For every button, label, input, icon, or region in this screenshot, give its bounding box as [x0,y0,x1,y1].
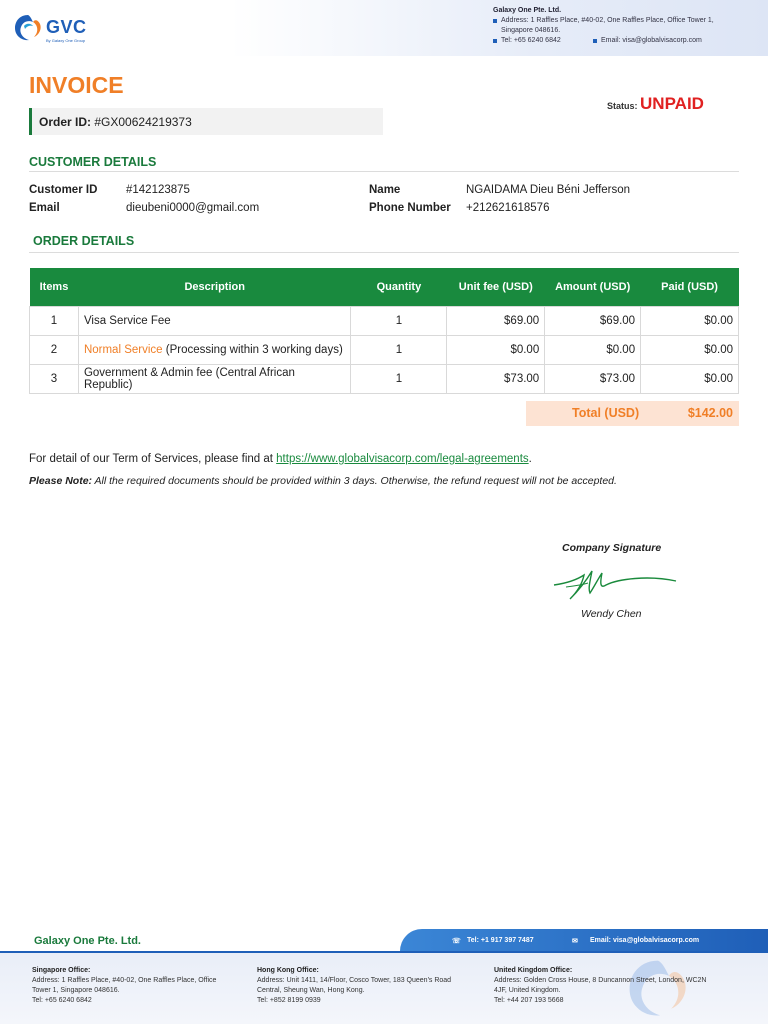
column-header: Description [78,268,351,306]
item-quantity: 1 [351,364,447,393]
header-address [493,16,758,36]
office-title: Singapore Office: [32,967,91,974]
footer-company-name: Galaxy One Pte. Ltd. [34,935,141,947]
item-quantity: 1 [351,335,447,364]
item-paid: $0.00 [641,364,739,393]
divider [29,171,739,172]
total-row [526,401,739,426]
header-address-line-1: Address: 1 Raffles Place, #40-02, One Raffles Place, Office Tower 1, [501,17,714,24]
item-description: Government & Admin fee (Central African Republic) [78,364,351,393]
logo-swirl-icon [12,12,44,44]
footer-tel: Tel: +1 917 397 7487 [467,937,534,944]
column-header: Quantity [351,268,447,306]
name-label: Name [369,184,401,196]
signatory-name: Wendy Chen [581,608,642,620]
order-id-value: #GX00624219373 [94,115,192,129]
table-row [30,335,739,364]
header-email-text[interactable]: Email: visa@globalvisacorp.com [601,37,702,44]
status-badge: UNPAID [640,94,704,113]
header-tel [493,36,593,46]
office-title: Hong Kong Office: [257,967,319,974]
note-text: All the required documents should be provided within 3 days. Otherwise, the refund request will not be accepted. [92,475,617,487]
office-address: Address: Unit 1411, 14/Floor, Cosco Tower, 183 Queen's Road [257,977,452,984]
terms-intro: For detail of our Term of Services, please find at [29,453,277,465]
table-row [30,306,739,335]
item-number: 2 [30,335,79,364]
note-label: Please Note: [29,475,93,487]
column-header: Amount (USD) [545,268,641,306]
office-tel: Tel: +852 8199 0939 [257,997,321,1004]
customer-id-label: Customer ID [29,184,98,196]
terms-end: . [528,453,532,465]
table-row [30,364,739,393]
footer-phone-icon: ☏ [452,938,461,945]
header-contact-info [493,6,758,46]
please-note [29,475,617,487]
service-type-detail: (Processing within 3 working days) [162,343,343,356]
office-address: 4JF, United Kingdom. [494,987,561,994]
item-unit-fee: $69.00 [447,306,545,335]
bullet-icon [493,19,497,23]
email-label: Email [29,202,60,214]
order-id-label: Order ID: [39,115,92,129]
service-type-label: Normal Service [83,343,163,356]
item-quantity: 1 [351,306,447,335]
office-singapore [32,966,242,1006]
phone-value: +212621618576 [466,202,550,214]
office-address: Central, Sheung Wan, Hong Kong. [257,987,365,994]
invoice-title: INVOICE [29,72,124,98]
office-tel: Tel: +65 6240 6842 [32,997,92,1004]
logo-text: GVC [46,17,87,37]
header-tel-email [493,36,758,46]
office-address: Address: Golden Cross House, 8 Duncannon Street, London, WC2N [494,977,707,984]
customer-id-value: #142123875 [126,184,190,196]
item-description: Visa Service Fee [78,306,351,335]
item-unit-fee: $0.00 [447,335,545,364]
item-unit-fee: $73.00 [447,364,545,393]
total-value: $142.00 [687,406,733,420]
header-address-line-2: Singapore 048616. [501,27,561,34]
bullet-icon [493,39,497,43]
office-united-kingdom [494,966,734,1006]
office-hong-kong [257,966,477,1006]
header-tel-text: Tel: +65 6240 6842 [501,37,561,44]
footer-email[interactable]: Email: visa@globalvisacorp.com [590,937,700,944]
total-label: Total (USD) [572,406,640,420]
divider [29,252,739,253]
footer-mail-icon: ✉ [572,938,578,945]
column-header: Paid (USD) [641,268,739,306]
signature-image [548,563,680,608]
status [607,94,704,114]
item-amount: $69.00 [545,306,641,335]
bullet-icon [593,39,597,43]
item-number: 3 [30,364,79,393]
item-paid: $0.00 [641,306,739,335]
office-tel: Tel: +44 207 193 5668 [494,997,564,1004]
order-details-heading: ORDER DETAILS [33,234,135,248]
email-value: dieubeni0000@gmail.com [126,202,260,214]
office-title: United Kingdom Office: [494,967,573,974]
name-value: NGAIDAMA Dieu Béni Jefferson [466,184,631,196]
customer-details-heading: CUSTOMER DETAILS [29,155,157,169]
item-amount: $73.00 [545,364,641,393]
item-description [78,335,351,364]
item-number: 1 [30,306,79,335]
office-address: Address: 1 Raffles Place, #40-02, One Raffles Place, Office [32,977,217,984]
table-header-row [30,268,739,306]
page-header [0,0,768,56]
office-address: Tower 1, Singapore 048616. [32,987,120,994]
signature-title: Company Signature [562,542,662,554]
order-id-box [29,108,383,135]
company-logo [12,12,102,44]
phone-label: Phone Number [369,202,451,214]
item-amount: $0.00 [545,335,641,364]
item-paid: $0.00 [641,335,739,364]
logo-subtitle: By Galaxy One Group [46,38,86,43]
status-label: Status: [607,101,638,111]
column-header: Items [30,268,79,306]
column-header: Unit fee (USD) [447,268,545,306]
order-table [29,268,739,394]
terms-link[interactable]: https://www.globalvisacorp.com/legal-agreements [276,453,529,465]
header-company-name: Galaxy One Pte. Ltd. [493,7,562,14]
terms-text [29,453,532,465]
header-email[interactable] [593,36,753,46]
